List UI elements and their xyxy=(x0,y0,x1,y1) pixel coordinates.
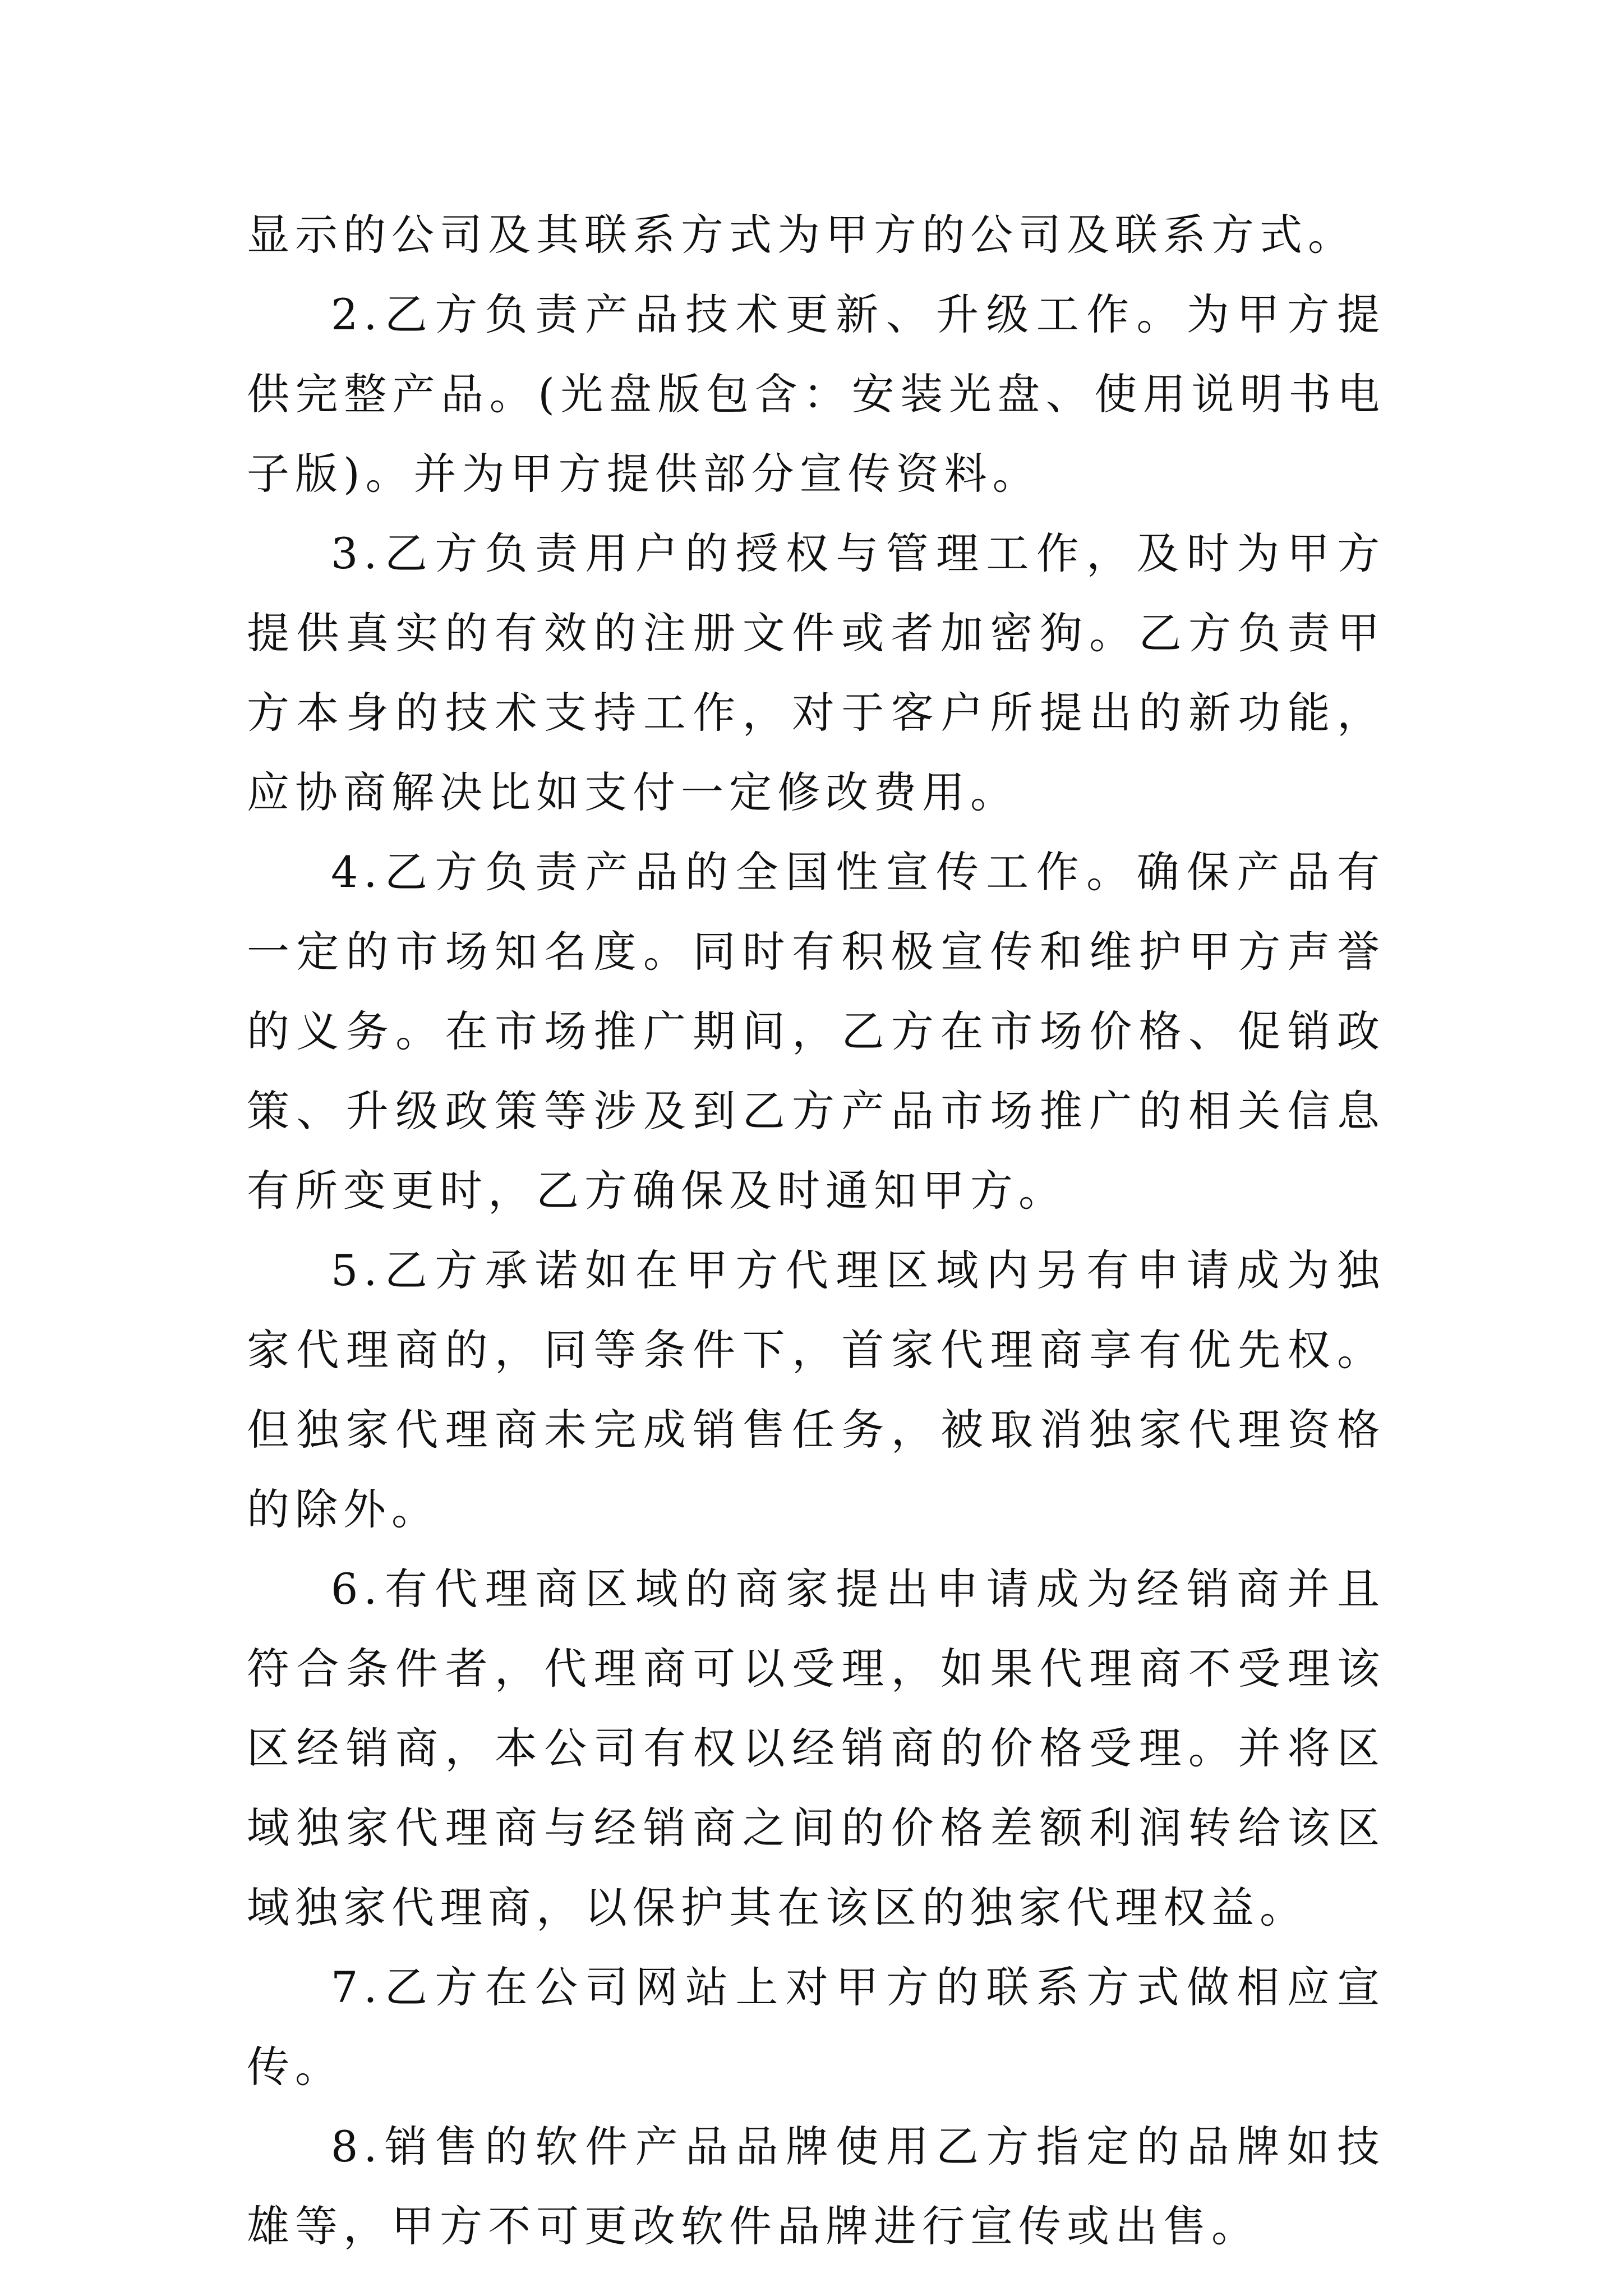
clause-2: 2.乙方负责产品技术更新、升级工作。为甲方提供完整产品。(光盘版包含：安装光盘、使用说明书电子版)。并为甲方提供部分宣传资料。 xyxy=(247,289,1385,499)
clause-8: 8.销售的软件产品品牌使用乙方指定的品牌如技雄等，甲方不可更改软件品牌进行宣传或出售。 xyxy=(247,2122,1385,2251)
clause-6: 6.有代理商区域的商家提出申请成为经销商并且符合条件者，代理商可以受理，如果代理商不受理该区经销商，本公司有权以经销商的价格受理。并将区域独家代理商与经销商之间的价格差额利润转给该区域独家代理商，以保护其在该区的独家代理权益。 xyxy=(247,1564,1385,1932)
clause-5: 5.乙方承诺如在甲方代理区域内另有申请成为独家代理商的，同等条件下，首家代理商享有优先权。但独家代理商未完成销售任务，被取消独家代理资格的除外。 xyxy=(247,1245,1385,1534)
clause-4: 4.乙方负责产品的全国性宣传工作。确保产品有一定的市场知名度。同时有积极宣传和维护甲方声誉的义务。在市场推广期间，乙方在市场价格、促销政策、升级政策等涉及到乙方产品市场推广的相关信息有所变更时，乙方确保及时通知甲方。 xyxy=(247,847,1385,1216)
paragraph-continuation: 显示的公司及其联系方式为甲方的公司及联系方式。 xyxy=(247,210,1356,260)
document-page xyxy=(247,195,1385,2266)
clause-7: 7.乙方在公司网站上对甲方的联系方式做相应宣传。 xyxy=(247,1962,1385,2092)
clause-3: 3.乙方负责用户的授权与管理工作，及时为甲方提供真实的有效的注册文件或者加密狗。乙方负责甲方本身的技术支持工作，对于客户所提出的新功能，应协商解决比如支付一定修改费用。 xyxy=(247,528,1385,817)
